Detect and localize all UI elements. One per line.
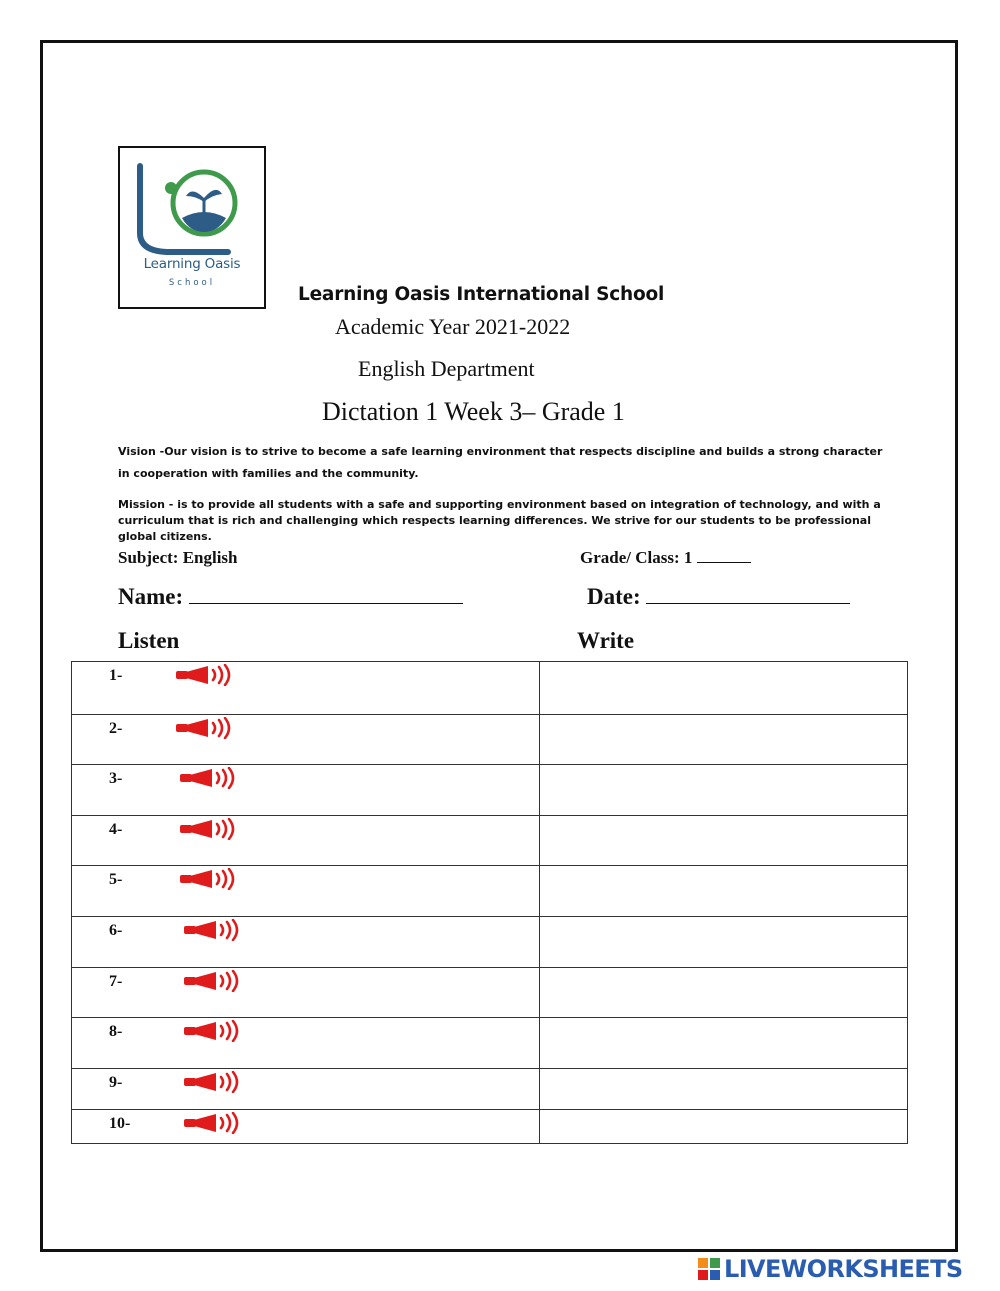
dictation-row	[72, 968, 907, 1018]
speaker-play-icon[interactable]	[176, 664, 240, 691]
row-number: 6-	[109, 922, 123, 939]
speaker-play-icon[interactable]	[184, 1112, 248, 1139]
date-field	[587, 584, 850, 610]
write-answer-cell[interactable]	[540, 968, 907, 1017]
row-number: 9-	[109, 1074, 123, 1091]
row-number: 10-	[109, 1115, 131, 1132]
dictation-row	[72, 715, 907, 765]
write-answer-cell[interactable]	[540, 662, 907, 714]
dictation-row	[72, 866, 907, 917]
school-name: Learning Oasis International School	[298, 284, 665, 305]
dictation-row	[72, 816, 907, 866]
row-number: 8-	[109, 1023, 123, 1040]
speaker-play-icon[interactable]	[184, 970, 248, 997]
date-blank[interactable]	[646, 591, 850, 604]
write-answer-cell[interactable]	[540, 715, 907, 764]
name-blank[interactable]	[189, 591, 463, 604]
dictation-row	[72, 917, 907, 968]
academic-year: Academic Year 2021-2022	[335, 314, 571, 339]
write-answer-cell[interactable]	[540, 765, 907, 815]
worksheet-title: Dictation 1 Week 3– Grade 1	[322, 397, 625, 426]
row-number: 5-	[109, 871, 123, 888]
row-number: 7-	[109, 973, 123, 990]
row-number: 1-	[109, 667, 123, 684]
department: English Department	[358, 356, 535, 381]
grade-class-blank[interactable]	[697, 550, 751, 563]
speaker-play-icon[interactable]	[180, 868, 244, 895]
speaker-play-icon[interactable]	[176, 717, 240, 744]
row-number: 4-	[109, 821, 123, 838]
logo-subtitle: School	[168, 278, 216, 288]
write-answer-cell[interactable]	[540, 866, 907, 916]
write-answer-cell[interactable]	[540, 917, 907, 967]
dictation-table	[71, 661, 908, 1144]
dictation-row	[72, 1110, 907, 1144]
name-label: Name:	[118, 584, 184, 609]
dictation-row	[72, 1069, 907, 1110]
row-number: 2-	[109, 720, 123, 737]
dictation-row	[72, 662, 907, 715]
speaker-play-icon[interactable]	[184, 1071, 248, 1098]
dictation-row	[72, 765, 907, 816]
row-number: 3-	[109, 770, 123, 787]
grade-class-label: Grade/ Class: 1	[580, 548, 693, 567]
write-answer-cell[interactable]	[540, 816, 907, 865]
speaker-play-icon[interactable]	[180, 767, 244, 794]
liveworksheets-logo-icon	[698, 1258, 722, 1282]
vision-statement: Vision -Our vision is to strive to become a safe learning environment that respects discipline and builds a strong character in cooperation with families and the community.	[118, 445, 883, 480]
listen-column-header: Listen	[118, 628, 180, 653]
mission-statement: Mission - is to provide all students with a safe and supporting environment based on integration of technology, and with a curriculum that is rich and challenging which respects learning differences. We strive for our students to be professional global citizens.	[118, 498, 881, 543]
school-logo	[118, 146, 266, 309]
write-answer-cell[interactable]	[540, 1069, 907, 1109]
date-label: Date:	[587, 584, 641, 609]
logo-name: Learning Oasis	[143, 256, 241, 272]
speaker-play-icon[interactable]	[180, 818, 244, 845]
speaker-play-icon[interactable]	[184, 919, 248, 946]
speaker-play-icon[interactable]	[184, 1020, 248, 1047]
dictation-row	[72, 1018, 907, 1069]
write-answer-cell[interactable]	[540, 1110, 907, 1143]
write-answer-cell[interactable]	[540, 1018, 907, 1068]
subject-label: Subject: English	[118, 548, 238, 567]
write-column-header: Write	[577, 628, 635, 653]
name-field	[118, 584, 463, 610]
grade-class-field	[580, 548, 751, 568]
brand-text: LIVEWORKSHEETS	[724, 1255, 963, 1283]
